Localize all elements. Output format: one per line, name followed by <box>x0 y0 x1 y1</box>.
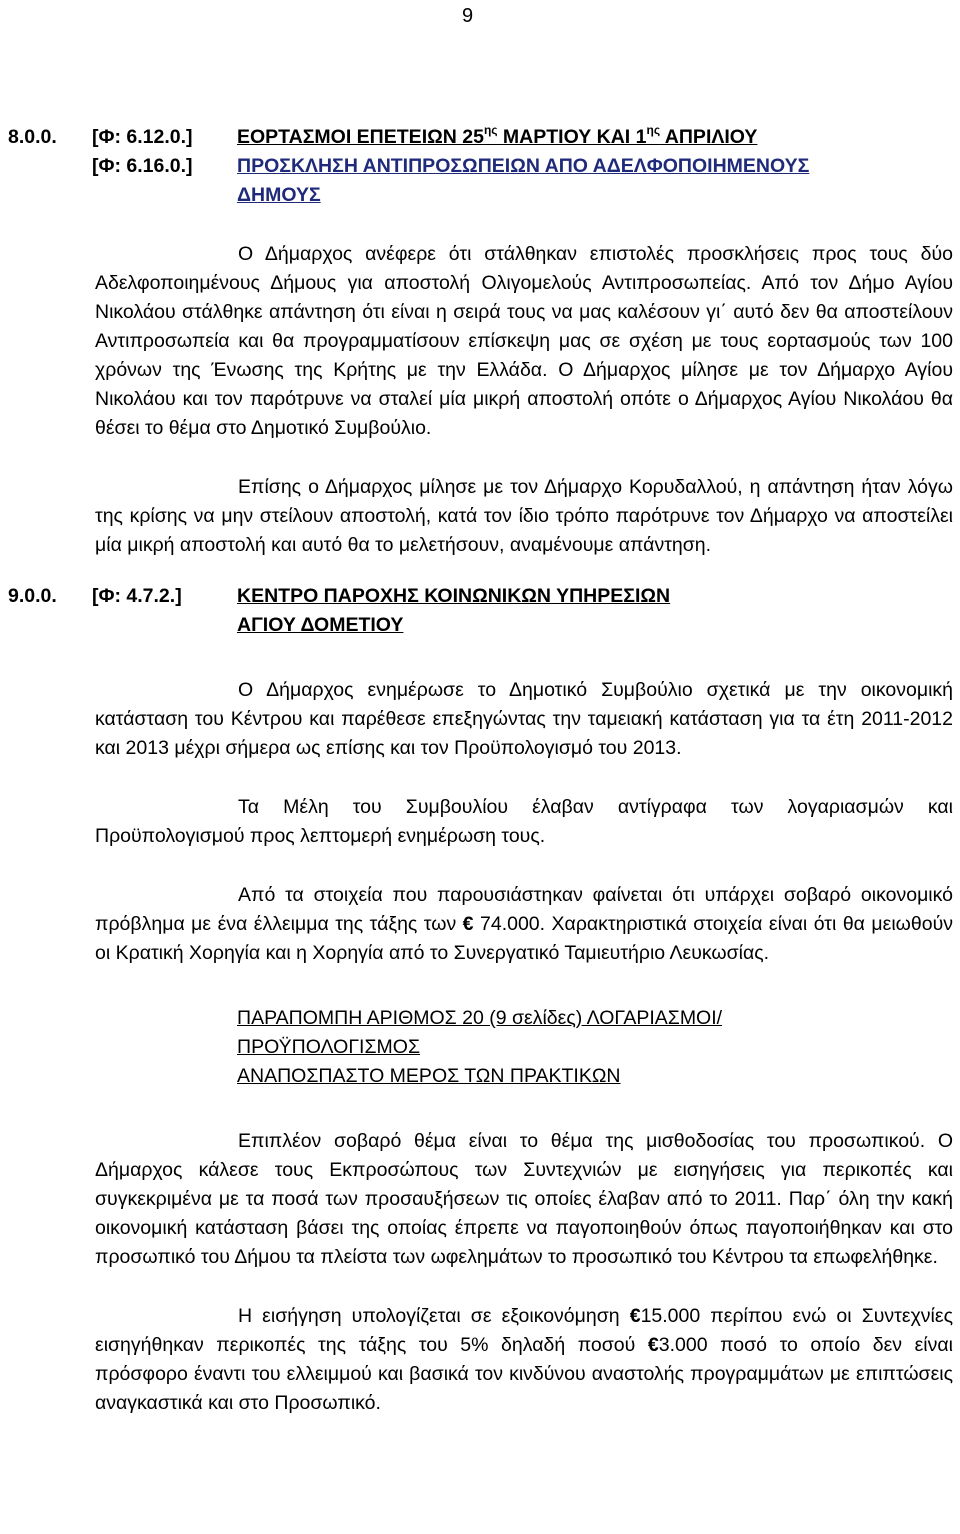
section-9-heading <box>8 582 958 611</box>
reference-note: ΠΑΡΑΠΟΜΠΗ ΑΡΙΘΜΟΣ 20 (9 σελίδες) ΛΟΓΑΡΙΑΣΜΟΙ/ ΠΡΟΫΠΟΛΟΓΙΣΜΟΣ ΑΝΑΠΟΣΠΑΣΤΟ ΜΕΡΟΣ ΤΩΝ ΠΡΑΚΤΙΚΩΝ <box>237 1007 723 1087</box>
file-reference: [Φ: 6.12.0.] <box>92 126 193 148</box>
section-number: 9.0.0. <box>8 585 57 607</box>
section-title: ΠΡΟΣΚΛΗΣΗ ΑΝΤΙΠΡΟΣΩΠΕΙΩΝ ΑΠΟ ΑΔΕΛΦΟΠΟΙΗΜΕΝΟΥΣ <box>237 155 810 177</box>
paragraph: Από τα στοιχεία που παρουσιάστηκαν φαίνεται ότι υπάρχει σοβαρό οικονομικό πρόβλημα με ένα έλλειμμα της τάξης των € 74.000. Χαρακτηριστικά στοιχεία είναι ότι θα μειωθούν οι Κρατική Χορηγία και η Χορηγία από το Συνεργατικό Ταμιευτήριο Λευκωσίας. <box>95 884 954 964</box>
page-number: 9 <box>461 5 474 27</box>
file-reference: [Φ: 4.7.2.] <box>92 585 182 607</box>
paragraph: Τα Μέλη του Συμβουλίου έλαβαν αντίγραφα των λογαριασμών και Προϋπολογισμού προς λεπτομερή ενημέρωση τους. <box>95 796 953 847</box>
paragraph: Επιπλέον σοβαρό θέμα είναι το θέμα της μισθοδοσίας του προσωπικού. Ο Δήμαρχος κάλεσε τους Εκπροσώπους των Συντεχνιών με εισηγήσεις για περικοπές και συγκεκριμένα με τα ποσά των προσαυξήσεων τις οποίες έλαβαν από το 2011. Παρ΄ όλη την κακή οικονομική κατάσταση βάσει της οποίας έπρεπε να παγοποιηθούν όπως παγοποιήθηκαν και στο προσωπικό του Δήμου τα πλείστα των ωφελημάτων το προσωπικό του Κέντρου τα επωφελήθηκε. <box>95 1130 953 1268</box>
paragraph: Επίσης ο Δήμαρχος μίλησε με τον Δήμαρχο Κορυδαλλού, η απάντηση ήταν λόγω της κρίσης να μην στείλουν αποστολή, κατά τον ίδιο τρόπο παρότρυνε τον Δήμαρχο να αποστείλει μία μικρή αποστολή και αυτό θα το μελετήσουν, αναμένουμε απάντηση. <box>95 476 953 556</box>
section-title-continued: ΔΗΜΟΥΣ <box>237 184 321 206</box>
section-title: ΚΕΝΤΡΟ ΠΑΡΟΧΗΣ ΚΟΙΝΩΝΙΚΩΝ ΥΠΗΡΕΣΙΩΝ <box>237 585 671 607</box>
paragraph: Η εισήγηση υπολογίζεται σε εξοικονόμηση €15.000 περίπου ενώ οι Συντεχνίες εισηγήθηκαν περικοπές της τάξης του 5% δηλαδή ποσού €3.000 ποσό το οποίο δεν είναι πρόσφορο έναντι του ελλειμμού και βασικά τον κινδύνου αναστολής προγραμμάτων με επιπτώσεις αναγκαστικά και στο Προσωπικό. <box>95 1305 953 1414</box>
paragraph: Ο Δήμαρχος ανέφερε ότι στάλθηκαν επιστολές προσκλήσεις προς τους δύο Αδελφοποιημένους Δήμους για αποστολή Ολιγομελούς Αντιπροσωπείας. Από τον Δήμο Αγίου Νικολάου στάλθηκε απάντηση ότι είναι η σειρά τους να μας καλέσουν γι΄ αυτό δεν θα αποστείλουν Αντιπροσωπεία και θα προγραμματίσουν επίσκεψη μας σε σχέση με τους εορτασμούς των 100 χρόνων της Ένωσης της Κρήτης με την Ελλάδα. Ο Δήμαρχος μίλησε με τον Δήμαρχο Αγίου Νικολάου και τον παρότρυνε να σταλεί μία μικρή αποστολή οπότε ο Δήμαρχος Αγίου Νικολάου θα θέσει το θέμα στο Δημοτικό Συμβούλιο. <box>95 243 953 439</box>
section-title-continued: ΑΓΙΟΥ ΔΟΜΕΤΙΟΥ <box>237 614 404 636</box>
file-reference: [Φ: 6.16.0.] <box>92 155 193 177</box>
section-title: ΕΟΡΤΑΣΜΟΙ ΕΠΕΤΕΙΩΝ $25^{\eta\varsigma}$ ΜΑΡΤΙΟΥ ΚΑΙ $1^{\eta\varsigma}$ ΑΠΡΙΛΙΟΥ <box>237 123 758 148</box>
document-body <box>8 123 958 1418</box>
section-number: 8.0.0. <box>8 126 57 148</box>
paragraph: Ο Δήμαρχος ενημέρωσε το Δημοτικό Συμβούλιο σχετικά με την οικονομική κατάσταση του Κέντρου και παρέθεσε επεξηγώντας την ταμειακή κατάσταση για τα έτη 2011-2012 και 2013 μέχρι σήμερα ως επίσης και τον Προϋπολογισμό του 2013. <box>95 679 953 759</box>
euro-sign: € <box>462 913 474 935</box>
section-8-heading <box>8 123 958 152</box>
euro-sign: € <box>629 1305 641 1327</box>
section-8-subheading <box>8 152 958 181</box>
euro-sign: € <box>647 1334 659 1356</box>
